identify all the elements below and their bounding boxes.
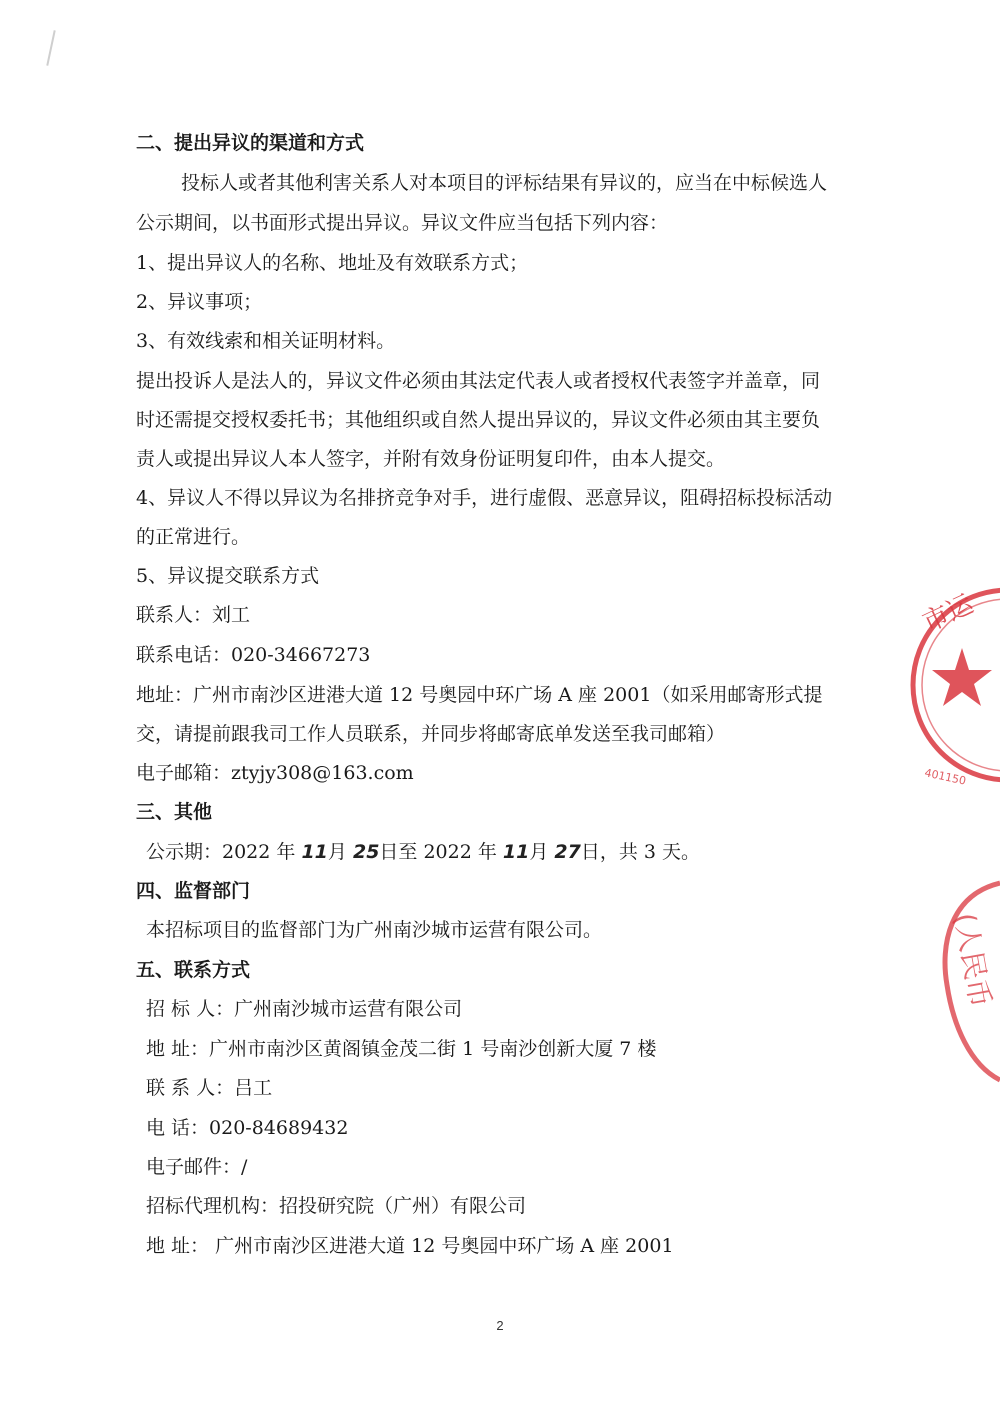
- section-2-intro-line1: 投标人或者其他利害关系人对本项目的评标结果有异议的，应当在中标候选人: [181, 172, 828, 194]
- tenderer-contact: 联 系 人：吕工: [146, 1077, 273, 1099]
- scan-mark: [46, 30, 55, 66]
- svg-text:市运: 市运: [918, 589, 979, 639]
- item-4-line2: 的正常进行。: [136, 526, 251, 548]
- legal-para-line2: 时还需提交授权委托书；其他组织或自然人提出异议的，异议文件必须由其主要负: [136, 409, 821, 431]
- handwritten-start-day: 25: [352, 841, 380, 863]
- tenderer-email: 电子邮件：/: [146, 1156, 248, 1178]
- tenderer-address: 地 址：广州市南沙区黄阁镇金茂二街 1 号南沙创新大厦 7 楼: [146, 1038, 657, 1060]
- legal-para-line1: 提出投诉人是法人的，异议文件必须由其法定代表人或者授权代表签字并盖章，同: [136, 370, 821, 392]
- company-seal-top: [900, 580, 1000, 795]
- period-suffix: 日，共 3 天。: [580, 841, 701, 863]
- agency-address: 地 址： 广州市南沙区进港大道 12 号奥园中环广场 A 座 2001: [146, 1235, 674, 1257]
- item-1: 1、提出异议人的名称、地址及有效联系方式；: [136, 252, 529, 274]
- company-seal-bottom: [925, 875, 1000, 1090]
- handwritten-end-month: 11: [502, 841, 530, 863]
- item-2: 2、异议事项；: [136, 291, 263, 313]
- tenderer: 招 标 人：广州南沙城市运营有限公司: [146, 998, 463, 1020]
- objection-address-line1: 地址：广州市南沙区进港大道 12 号奥园中环广场 A 座 2001（如采用邮寄形式提: [136, 684, 823, 706]
- period-mid: 日至 2022 年: [379, 841, 497, 863]
- objection-contact: 联系人：刘工: [136, 604, 251, 626]
- section-5-heading: 五、联系方式: [136, 959, 251, 981]
- section-3-heading: 三、其他: [136, 801, 213, 823]
- svg-text:401150: 401150: [923, 766, 968, 788]
- objection-email: 电子邮箱：ztyjy308@163.com: [136, 762, 414, 784]
- svg-text:(人民币: (人民币: [948, 910, 998, 1010]
- handwritten-end-day: 27: [554, 841, 581, 863]
- publicity-period: [146, 839, 700, 865]
- section-2-intro-line2: 公示期间，以书面形式提出异议。异议文件应当包括下列内容：: [136, 212, 669, 234]
- item-3: 3、有效线索和相关证明材料。: [136, 330, 396, 352]
- period-prefix: 公示期：2022 年: [146, 841, 296, 863]
- agency-name: 招标代理机构：招投研究院（广州）有限公司: [146, 1195, 527, 1217]
- month-label-1: 月: [327, 841, 347, 863]
- month-label-2: 月: [529, 841, 549, 863]
- page-number: 2: [496, 1318, 504, 1333]
- tenderer-phone: 电 话：020-84689432: [146, 1117, 349, 1139]
- section-2-heading: 二、提出异议的渠道和方式: [136, 132, 365, 154]
- item-4-line1: 4、异议人不得以异议为名排挤竞争对手，进行虚假、恶意异议，阻碍招标投标活动: [136, 487, 833, 509]
- section-4-heading: 四、监督部门: [136, 880, 251, 902]
- objection-address-line2: 交，请提前跟我司工作人员联系，并同步将邮寄底单发送至我司邮箱）: [136, 723, 726, 745]
- supervision-text: 本招标项目的监督部门为广州南沙城市运营有限公司。: [146, 919, 603, 941]
- objection-phone: 联系电话：020-34667273: [136, 644, 371, 666]
- handwritten-start-month: 11: [301, 841, 328, 863]
- legal-para-line3: 责人或提出异议人本人签字，并附有效身份证明复印件，由本人提交。: [136, 448, 726, 470]
- item-5: 5、异议提交联系方式: [136, 565, 320, 587]
